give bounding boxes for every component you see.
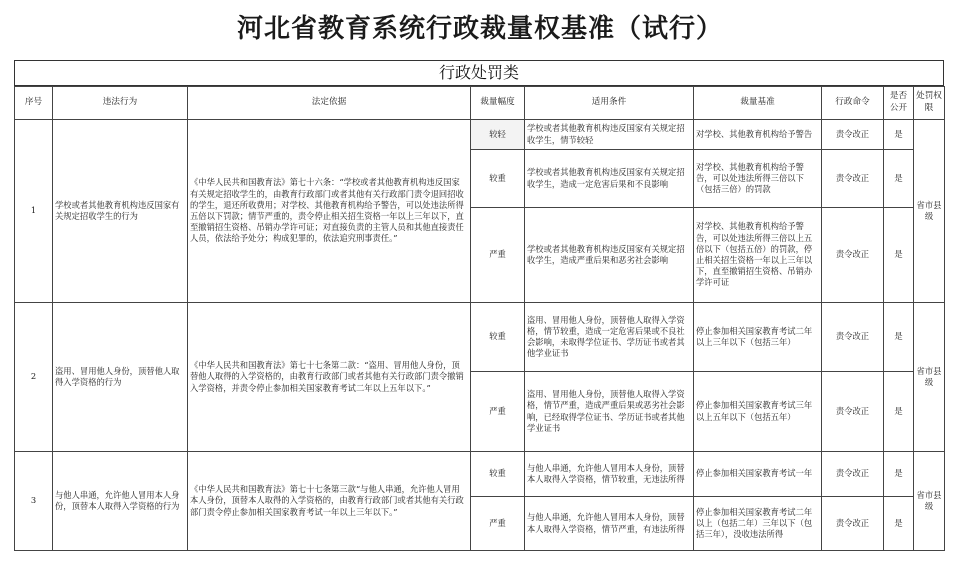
category-banner: 行政处罚类: [14, 60, 944, 86]
violation-cell: 盗用、冒用他人身份，顶替他人取得入学资格的行为: [53, 303, 188, 452]
violation-cell: 学校或者其他教育机构违反国家有关规定招收学生的行为: [53, 120, 188, 303]
standard-cell: 停止参加相关国家教育考试三年以上五年以下（包括五年）: [694, 372, 822, 452]
table-row: [15, 303, 945, 372]
basis-cell: 《中华人民共和国教育法》第七十七条第二款：“盗用、冒用他人身份，顶替他人取得的入学资格的，由教育行政部门或者其他有关行政部门责令撤销入学资格，并责令停止参加相关国家教育考试二年以上五年以下。”: [188, 303, 471, 452]
degree-cell: 严重: [471, 497, 525, 551]
row-no: 3: [15, 452, 53, 551]
row-no: 1: [15, 120, 53, 303]
condition-cell: 与他人串通，允许他人冒用本人身份，顶替本人取得入学资格，情节较重，无违法所得: [525, 452, 694, 497]
header-order: 行政命令: [822, 87, 884, 120]
condition-cell: 与他人串通，允许他人冒用本人身份，顶替本人取得入学资格，情节严重，有违法所得: [525, 497, 694, 551]
degree-cell: 较重: [471, 303, 525, 372]
order-cell: 责令改正: [822, 372, 884, 452]
public-cell: 是: [884, 208, 914, 303]
condition-cell: 盗用、冒用他人身份，顶替他人取得入学资格，情节严重，造成严重后果或恶劣社会影响，已经取得学位证书、学历证书或者其他学业证书: [525, 372, 694, 452]
header-basis: 法定依据: [188, 87, 471, 120]
standard-cell: 对学校、其他教育机构给予警告，可以处违法所得三倍以上五倍以下（包括五倍）的罚款，停止相关招生资格一年以上三年以下，直至撤销招生资格、吊销办学许可证: [694, 208, 822, 303]
authority-cell: 省市县级: [914, 120, 945, 303]
degree-cell: 严重: [471, 372, 525, 452]
header-row: [15, 87, 945, 120]
table-row: [15, 120, 945, 150]
standard-cell: 停止参加相关国家教育考试二年以上（包括二年）三年以下（包括三年），没收违法所得: [694, 497, 822, 551]
order-cell: 责令改正: [822, 150, 884, 208]
document-title: 河北省教育系统行政裁量权基准（试行）: [236, 14, 723, 44]
basis-cell: 《中华人民共和国教育法》第七十七条第三款“与他人串通，允许他人冒用本人身份，顶替本人取得的入学资格的，由教育行政部门或者其他有关行政部门责令停止参加相关国家教育考试一年以上三年以下。”: [188, 452, 471, 551]
violation-cell: 与他人串通，允许他人冒用本人身份，顶替本人取得入学资格的行为: [53, 452, 188, 551]
order-cell: 责令改正: [822, 208, 884, 303]
public-cell: 是: [884, 372, 914, 452]
row-no: 2: [15, 303, 53, 452]
authority-cell: 省市县级: [914, 303, 945, 452]
standard-cell: 停止参加相关国家教育考试二年以上三年以下（包括三年）: [694, 303, 822, 372]
header-standard: 裁量基准: [694, 87, 822, 120]
discretion-table: [14, 86, 945, 551]
degree-cell: 严重: [471, 208, 525, 303]
degree-cell: 较轻: [471, 120, 525, 150]
basis-cell: 《中华人民共和国教育法》第七十六条：“学校或者其他教育机构违反国家有关规定招收学生的，由教育行政部门或者其他有关行政部门责令退回招收的学生，退还所收费用；对学校、其他教育机构给予警告，可以处违法所得五倍以下罚款；情节严重的，责令停止相关招生资格一年以上三年以下，直至撤销招生资格、吊销办学许可证；对直接负责的主管人员和其他直接责任人员，依法给予处分；构成犯罪的，依法追究刑事责任。”: [188, 120, 471, 303]
standard-cell: 对学校、其他教育机构给予警告: [694, 120, 822, 150]
standard-cell: 对学校、其他教育机构给予警告，可以处违法所得三倍以下（包括三倍）的罚款: [694, 150, 822, 208]
header-condition: 适用条件: [525, 87, 694, 120]
order-cell: 责令改正: [822, 120, 884, 150]
table-row: [15, 452, 945, 497]
condition-cell: 学校或者其他教育机构违反国家有关规定招收学生，造成一定危害后果和不良影响: [525, 150, 694, 208]
public-cell: 是: [884, 497, 914, 551]
header-authority: 处罚权限: [914, 87, 945, 120]
degree-cell: 较重: [471, 452, 525, 497]
condition-cell: 学校或者其他教育机构违反国家有关规定招收学生，造成严重后果和恶劣社会影响: [525, 208, 694, 303]
condition-cell: 盗用、冒用他人身份，顶替他人取得入学资格，情节较重，造成一定危害后果或不良社会影响，未取得学位证书、学历证书或者其他学业证书: [525, 303, 694, 372]
order-cell: 责令改正: [822, 452, 884, 497]
public-cell: 是: [884, 150, 914, 208]
public-cell: 是: [884, 452, 914, 497]
public-cell: 是: [884, 303, 914, 372]
public-cell: 是: [884, 120, 914, 150]
header-no: 序号: [15, 87, 53, 120]
degree-cell: 较重: [471, 150, 525, 208]
standard-cell: 停止参加相关国家教育考试一年: [694, 452, 822, 497]
authority-cell: 省市县级: [914, 452, 945, 551]
order-cell: 责令改正: [822, 497, 884, 551]
order-cell: 责令改正: [822, 303, 884, 372]
header-degree: 裁量幅度: [471, 87, 525, 120]
condition-cell: 学校或者其他教育机构违反国家有关规定招收学生，情节较轻: [525, 120, 694, 150]
header-violation: 违法行为: [53, 87, 188, 120]
header-public: 是否公开: [884, 87, 914, 120]
